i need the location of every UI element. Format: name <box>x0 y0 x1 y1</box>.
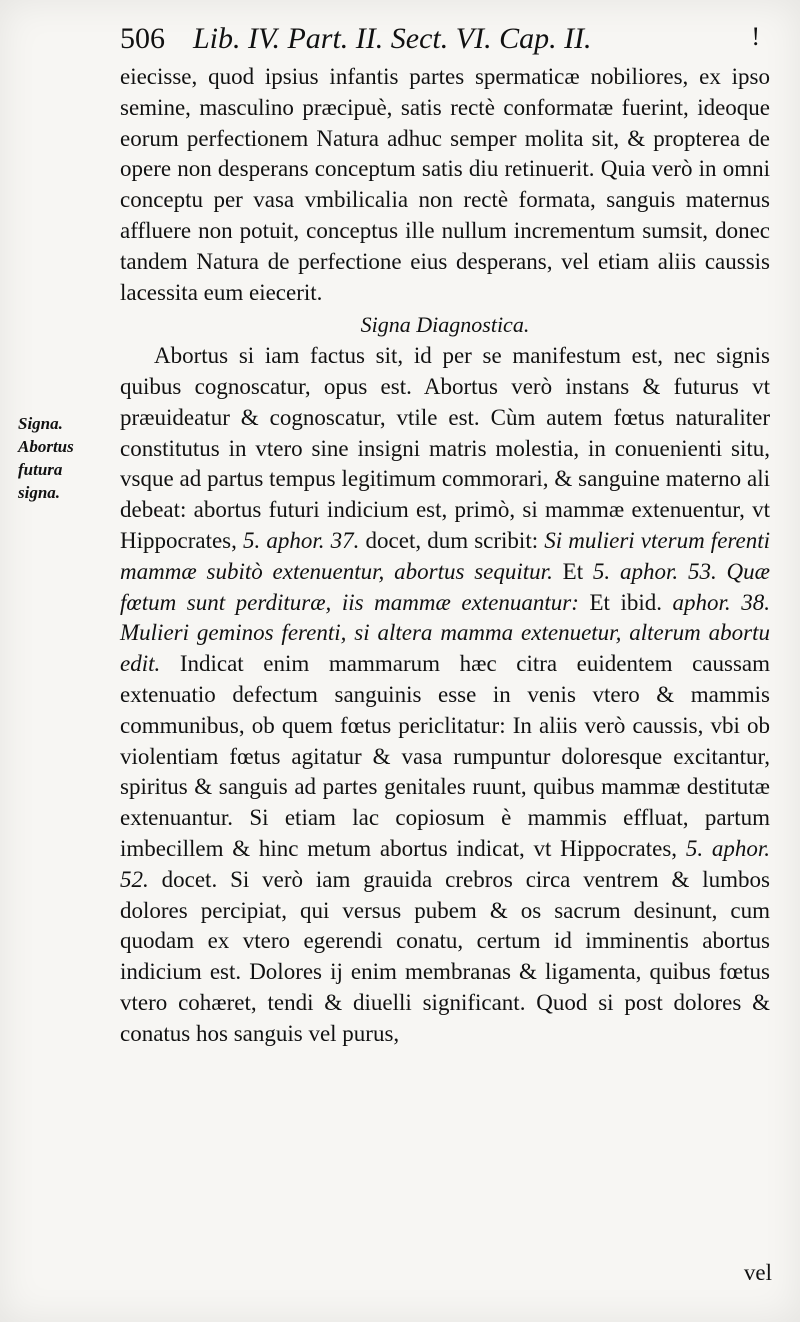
text-segment: Indicat enim mammarum hæc citra euidentem caussam extenuatio defectum sanguinis esse in venis vtero & mammis communibus, ob quem fœtus periclitatur: In aliis verò caussis, vbi ob violentiam fœtus agitatur & vasa rumpuntur doloresque excitantur, spiritus & sanguis ad partes genitales ruunt, quibus mammæ destitutæ extenuantur. Si etiam lac copiosum è mammis effluat, partum imbecillem & hinc metum abortus indicat, vt Hippocrates, <box>120 651 770 861</box>
aphorism-reference: 5. aphor. 53. <box>592 558 717 584</box>
text-segment: Et <box>552 558 593 584</box>
running-title: Lib. IV. Part. II. Sect. VI. Cap. II. <box>193 22 592 55</box>
aphorism-quote: Si mulieri vterum ferenti mammæ subitò extenuentur, abortus sequitur. <box>120 527 770 584</box>
aphorism-quote: Mulieri geminos ferenti, si altera mamma extenuetur, alterum abortu edit. <box>120 620 770 677</box>
margin-notes <box>18 412 118 504</box>
running-head <box>120 22 760 64</box>
aphorism-quote: Quæ fœtum sunt perdituræ, iis mammæ extenuantur: <box>120 558 770 615</box>
body-text <box>120 62 770 1050</box>
margin-note-line: futura <box>18 460 63 479</box>
text-segment: docet, dum scribit: <box>359 527 545 553</box>
section-heading: Signa Diagnostica. <box>360 312 530 338</box>
margin-note-line: Abortus <box>18 437 74 456</box>
aphorism-reference: aphor. 38. <box>672 589 770 615</box>
text-segment: Abortus si iam factus sit, id per se manifestum est, nec signis quibus cognoscatur, opus est. Abortus verò instans & futurus vt præuideatur & cognoscatur, vtile est. Cùm autem fœtus naturaliter constitutus in vtero sine insigni matris molestia, in conuenienti situ, vsque ad partus tempus legitimum commorari, & sanguine materno ali debeat: abortus futuri indicium est, primò, si mammæ extenuentur, vt Hippocrates, <box>120 343 770 553</box>
catchword: vel <box>743 1260 772 1285</box>
paragraph-signa <box>120 341 770 1049</box>
text-segment: docet. Si verò iam grauida crebros circa ventrem & lumbos dolores percipiat, qui versus pubem & os sacrum desinunt, cum quodam ex vtero egerendi conatu, certum id imminentis abortus indicium est. Dolores ij enim membranas & ligamenta, quibus fœtus vtero cohæret, tendi & diuelli significant. Quod si post dolores & conatus hos sanguis vel purus, <box>120 866 770 1046</box>
margin-mark: ! <box>751 22 760 51</box>
paragraph-continued: eiecisse, quod ipsius infantis partes spermaticæ nobiliores, ex ipso semine, masculino præcipuè, satis rectè conformatæ fuerint, ideoque eorum perfectionem Natura adhuc semper molita sit, & propterea de opere non desperans conceptum satis diu retinuerit. Quia verò in omni conceptu per vasa vmbilicalia non rectè formata, sanguis maternus affluere non potuit, conceptus ille nullum incrementum sumsit, donec tandem Natura de perfectione eius desperans, vel etiam aliis caussis lacessita eum eiecerit. <box>120 64 770 305</box>
page-number: 506 <box>120 22 165 55</box>
aphorism-reference: 5. aphor. 52. <box>120 835 770 892</box>
aphorism-reference: 5. aphor. 37. <box>243 527 360 553</box>
margin-note-line: signa. <box>18 483 61 502</box>
margin-note-line: Signa. <box>18 414 63 433</box>
text-segment: Et ibid. <box>578 589 673 615</box>
